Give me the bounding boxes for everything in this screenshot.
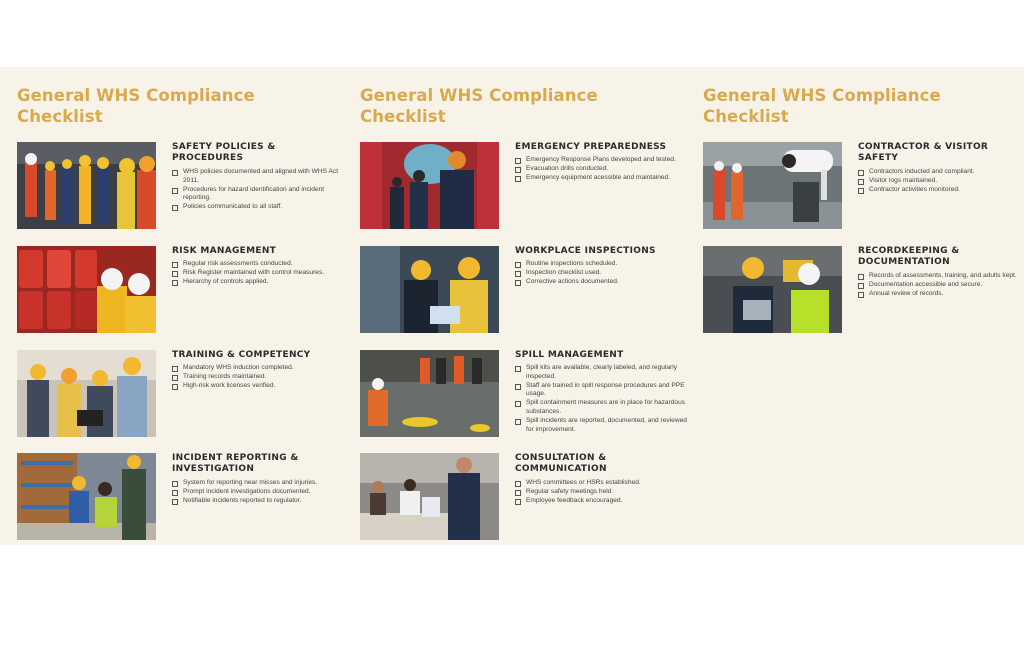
checklist-item: Evacuation drills conducted. bbox=[515, 165, 687, 174]
checklist-item: Employee feedback encouraged. bbox=[515, 497, 687, 506]
checkbox-icon bbox=[515, 280, 521, 286]
checklist-item: Emergency Response Plans developed and tested. bbox=[515, 156, 687, 165]
checklist-item: Corrective actions documented. bbox=[515, 278, 687, 287]
checkbox-icon bbox=[172, 280, 178, 286]
checklist-item: Visitor logs maintained. bbox=[858, 177, 1024, 186]
checklist-panel-1 bbox=[0, 67, 343, 545]
team-training-with-tablet-photo bbox=[17, 350, 156, 437]
checklist-item: Inspection checklist used. bbox=[515, 269, 687, 278]
checklist-item: Contractor activities monitored. bbox=[858, 186, 1024, 195]
checklist-item: Risk Register maintained with control measures. bbox=[172, 269, 344, 278]
checkbox-icon bbox=[172, 490, 178, 496]
checklist-item: Routine inspections scheduled. bbox=[515, 260, 687, 269]
checkbox-icon bbox=[172, 188, 178, 194]
section-heading: EMERGENCY PREPAREDNESS bbox=[515, 142, 667, 152]
checkbox-icon bbox=[172, 262, 178, 268]
checkbox-icon bbox=[515, 366, 521, 372]
section-workplace-inspections bbox=[360, 246, 686, 334]
checkbox-icon bbox=[172, 205, 178, 211]
checkbox-icon bbox=[515, 167, 521, 173]
checkbox-icon bbox=[515, 499, 521, 505]
checklist-item: Spill incidents are reported, documented, and reviewed for improvement. bbox=[515, 417, 687, 435]
checklist-items bbox=[515, 260, 687, 286]
checklist-items bbox=[858, 272, 1024, 298]
checklist-items bbox=[172, 364, 344, 390]
panel-title: General WHS Compliance Checklist bbox=[17, 86, 255, 126]
section-heading: CONSULTATION & COMMUNICATION bbox=[515, 453, 607, 474]
checklist-items bbox=[172, 260, 344, 286]
checklist-item: Documentation accessible and secure. bbox=[858, 281, 1024, 290]
checklist-item: Notifiable incidents reported to regulator. bbox=[172, 497, 344, 506]
checklist-item: Regular safety meetings held. bbox=[515, 488, 687, 497]
checkbox-icon bbox=[858, 179, 864, 185]
checkbox-icon bbox=[172, 384, 178, 390]
checkbox-icon bbox=[172, 481, 178, 487]
checklist-item: Hierarchy of controls applied. bbox=[172, 278, 344, 287]
checklist-item: Spill kits are available, clearly labeled, and regularly inspected. bbox=[515, 364, 687, 382]
emergency-evacuation-photo bbox=[360, 142, 499, 229]
checkbox-icon bbox=[858, 292, 864, 298]
section-contractor-visitor-safety bbox=[703, 142, 1024, 230]
checkbox-icon bbox=[515, 176, 521, 182]
section-incident-reporting bbox=[17, 453, 343, 541]
section-heading: RISK MANAGEMENT bbox=[172, 246, 277, 256]
checklist-item: High-risk work licenses verified. bbox=[172, 382, 344, 391]
security-camera-photo bbox=[703, 142, 842, 229]
workers-in-hard-hats-photo bbox=[17, 142, 156, 229]
checkbox-icon bbox=[515, 384, 521, 390]
section-heading: TRAINING & COMPETENCY bbox=[172, 350, 311, 360]
checklist-items bbox=[515, 156, 687, 182]
panel-title: General WHS Compliance Checklist bbox=[360, 86, 598, 126]
section-safety-policies bbox=[17, 142, 343, 230]
checklist-item: Mandatory WHS induction completed. bbox=[172, 364, 344, 373]
team-meeting-photo bbox=[360, 453, 499, 540]
checkbox-icon bbox=[515, 401, 521, 407]
checklist-item: WHS committees or HSRs established. bbox=[515, 479, 687, 488]
section-consultation-communication bbox=[360, 453, 686, 541]
section-heading: SAFETY POLICIES & PROCEDURES bbox=[172, 142, 276, 163]
checklist-panel-2 bbox=[343, 67, 686, 545]
checkbox-icon bbox=[858, 283, 864, 289]
checklist-item: Prompt incident investigations documented. bbox=[172, 488, 344, 497]
spill-cleanup-photo bbox=[360, 350, 499, 437]
checklist-items bbox=[515, 479, 687, 505]
section-heading: INCIDENT REPORTING & INVESTIGATION bbox=[172, 453, 299, 474]
checklist-item: Records of assessments, training, and adults kept. bbox=[858, 272, 1024, 281]
checklist-item: Procedures for hazard identification and incident reporting. bbox=[172, 186, 344, 204]
checklist-items bbox=[515, 364, 687, 434]
section-heading: CONTRACTOR & VISITOR SAFETY bbox=[858, 142, 989, 163]
checklist-item: Staff are trained in spill response procedures and PPE usage. bbox=[515, 382, 687, 400]
site-inspection-photo bbox=[360, 246, 499, 333]
checkbox-icon bbox=[172, 366, 178, 372]
checklist-item: System for reporting near misses and injuries. bbox=[172, 479, 344, 488]
checkbox-icon bbox=[515, 158, 521, 164]
checklist-item: Training records maintained. bbox=[172, 373, 344, 382]
checklist-item: Spill containment measures are in place for hazardous substances. bbox=[515, 399, 687, 417]
checklist-items bbox=[172, 479, 344, 505]
panel-title: General WHS Compliance Checklist bbox=[703, 86, 941, 126]
checkbox-icon bbox=[172, 499, 178, 505]
section-heading: WORKPLACE INSPECTIONS bbox=[515, 246, 656, 256]
checkbox-icon bbox=[515, 262, 521, 268]
checklist-item: Contractors inducted and compliant. bbox=[858, 168, 1024, 177]
section-risk-management bbox=[17, 246, 343, 334]
checkbox-icon bbox=[172, 375, 178, 381]
checkbox-icon bbox=[858, 170, 864, 176]
section-training-competency bbox=[17, 350, 343, 438]
checklist-item: Emergency equipment acessible and maintained. bbox=[515, 174, 687, 183]
warehouse-injured-worker-photo bbox=[17, 453, 156, 540]
section-recordkeeping-documentation bbox=[703, 246, 1024, 334]
checkbox-icon bbox=[515, 271, 521, 277]
checklist-items bbox=[858, 168, 1024, 194]
checkbox-icon bbox=[172, 271, 178, 277]
checklist-item: Annual review of records. bbox=[858, 290, 1024, 299]
checklist-panel-3 bbox=[686, 67, 1024, 545]
checklist-item: WHS policies documented and aligned with WHS Act 2011. bbox=[172, 168, 344, 186]
checkbox-icon bbox=[515, 481, 521, 487]
section-heading: SPILL MANAGEMENT bbox=[515, 350, 624, 360]
workers-with-red-barrels-photo bbox=[17, 246, 156, 333]
workers-with-laptop-photo bbox=[703, 246, 842, 333]
section-emergency-preparedness bbox=[360, 142, 686, 230]
checkbox-icon bbox=[515, 490, 521, 496]
checkbox-icon bbox=[515, 419, 521, 425]
checkbox-icon bbox=[172, 170, 178, 176]
section-spill-management bbox=[360, 350, 686, 438]
checkbox-icon bbox=[858, 188, 864, 194]
checklist-item: Regular risk assessments conducted. bbox=[172, 260, 344, 269]
section-heading: RECORDKEEPING & DOCUMENTATION bbox=[858, 246, 960, 267]
checklist-item: Policies communicated to all staff. bbox=[172, 203, 344, 212]
checkbox-icon bbox=[858, 274, 864, 280]
checklist-items bbox=[172, 168, 344, 212]
